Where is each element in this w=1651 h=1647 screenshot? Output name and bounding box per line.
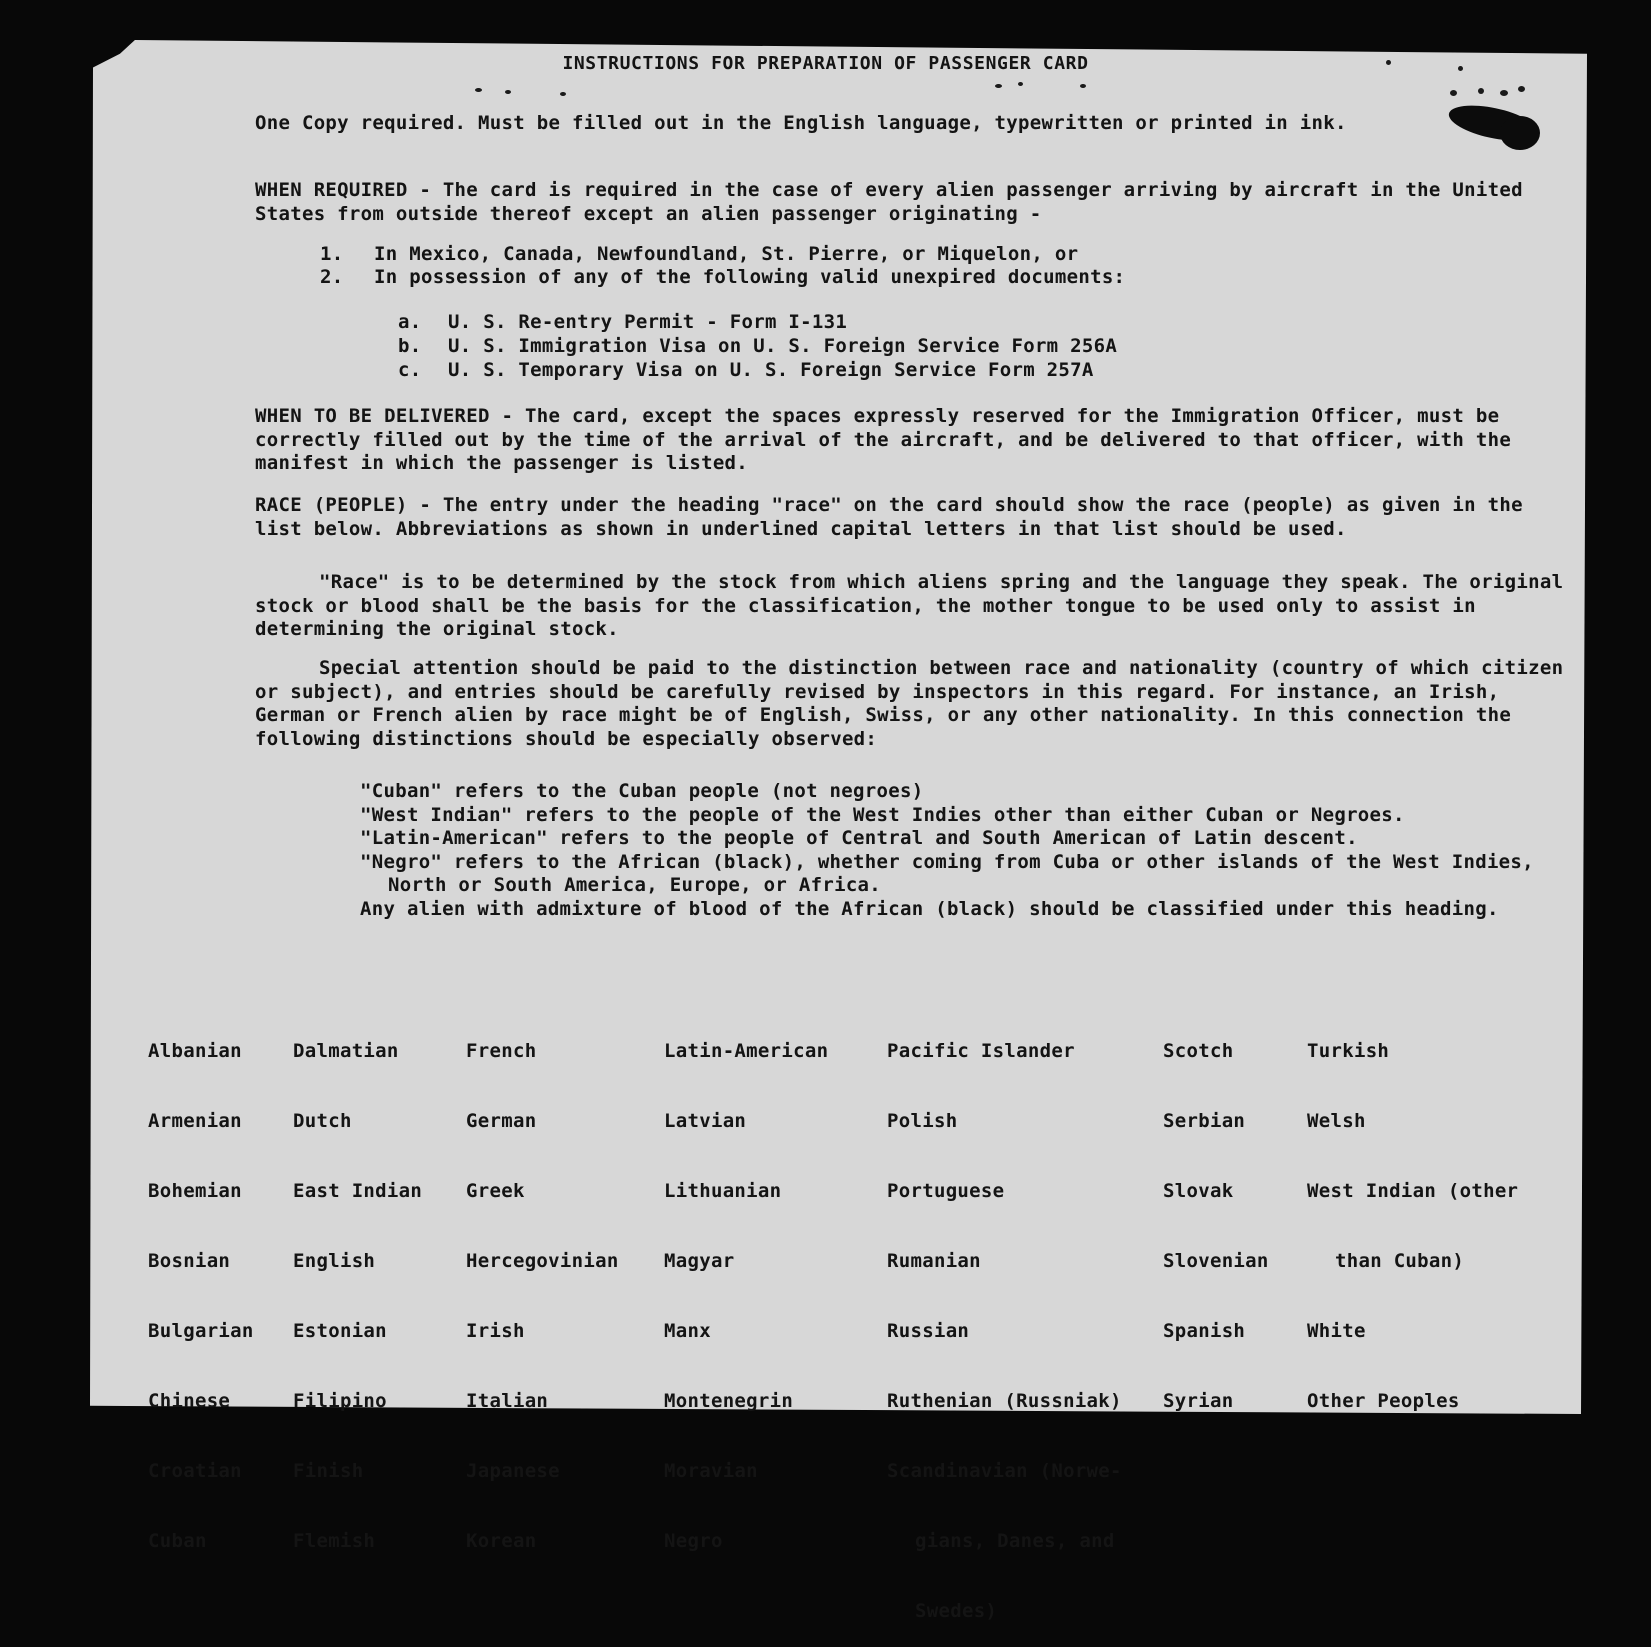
race-entry: Slovenian [1163, 1250, 1269, 1272]
race-column [1307, 993, 1518, 1437]
race-column [148, 993, 254, 1577]
distinction-item: Any alien with admixture of blood of the African (black) should be classified under this heading. [360, 897, 1499, 920]
distinctions-list [360, 780, 1540, 921]
race-entry: Armenian [148, 1110, 242, 1132]
race-entry: Pacific Islander [887, 1040, 1075, 1062]
race-entry: West Indian (other [1307, 1180, 1519, 1202]
race-entry: gians, Danes, and [915, 1530, 1115, 1552]
race-entry: Negro [664, 1530, 723, 1552]
race-entry: Welsh [1307, 1110, 1366, 1132]
race-entry: Flemish [293, 1530, 376, 1552]
race-entry: Spanish [1163, 1320, 1246, 1342]
race-entry: Korean [466, 1530, 537, 1552]
race-entry: East Indian [293, 1180, 423, 1202]
race-entry: Magyar [664, 1250, 735, 1272]
race-column [1163, 993, 1269, 1437]
race-entry: Japanese [466, 1460, 560, 1482]
distinction-item: "Latin-American" refers to the people of Central and South American of Latin descent. [360, 827, 1358, 849]
ink-speck [1478, 88, 1484, 94]
race-entry: Cuban [148, 1530, 207, 1552]
race-entry: Filipino [293, 1390, 387, 1412]
race-entry: Manx [664, 1320, 711, 1342]
list-item: 1. In Mexico, Canada, Newfoundland, St. Pierre, or Miquelon, or [320, 243, 1079, 265]
race-entry: Bulgarian [148, 1320, 254, 1342]
race-entry: Dutch [293, 1110, 352, 1132]
race-entry: Swedes) [915, 1600, 998, 1622]
ink-speck [1500, 90, 1508, 96]
race-entry: English [293, 1250, 376, 1272]
race-entry: Latvian [664, 1110, 747, 1132]
race-determined-paragraph: "Race" is to be determined by the stock from which aliens spring and the language they speak. The original stock or blood shall be the basis for the classification, the mother tongue to be used only to assist in determining the original stock. [255, 571, 1564, 640]
race-entry: Scandinavian (Norwe- [887, 1460, 1122, 1482]
special-attention-paragraph: Special attention should be paid to the distinction between race and nationality (country of which citizen or subject), and entries should be carefully revised by inspectors in this regard. For instance, an Irish, German or French alien by race might be of English, Swiss, or any other nationality. In this connection the following distinctions should be especially observed: [255, 657, 1564, 750]
race-entry: Syrian [1163, 1390, 1234, 1412]
ink-speck [560, 92, 566, 96]
race-entry: Ruthenian (Russniak) [887, 1390, 1122, 1412]
race-entry: Finish [293, 1460, 364, 1482]
ink-speck [1518, 86, 1525, 92]
race-column [887, 993, 1122, 1647]
race-entry: Polish [887, 1110, 958, 1132]
race-entry: Latin-American [664, 1040, 829, 1062]
race-entry: Rumanian [887, 1250, 981, 1272]
ink-speck [1018, 82, 1023, 86]
race-entry: Greek [466, 1180, 525, 1202]
race-entry: Portuguese [887, 1180, 1005, 1202]
sub-list-item: a. U. S. Re-entry Permit - Form I-131 [398, 311, 848, 333]
distinction-item: "Cuban" refers to the Cuban people (not negroes) [360, 780, 924, 802]
race-entry: German [466, 1110, 537, 1132]
race-column [466, 993, 619, 1577]
distinction-item: "Negro" refers to the African (black), whether coming from Cuba or other islands of the West Indies, North or South America, Europe, or Africa. [360, 850, 1534, 896]
ink-speck [475, 88, 482, 92]
race-entry: Dalmatian [293, 1040, 399, 1062]
intro-paragraph: One Copy required. Must be filled out in the English language, typewritten or printed in ink. [255, 112, 1347, 134]
race-entry: Italian [466, 1390, 549, 1412]
race-entry: Irish [466, 1320, 525, 1342]
list-item: 2. In possession of any of the following valid unexpired documents: [320, 266, 1126, 288]
race-column [293, 993, 422, 1577]
race-entry: Turkish [1307, 1040, 1390, 1062]
ink-speck [995, 84, 1002, 88]
race-entry: than Cuban) [1335, 1250, 1465, 1272]
race-entry: French [466, 1040, 537, 1062]
when-delivered-paragraph: WHEN TO BE DELIVERED - The card, except the spaces expressly reserved for the Immigration Officer, must be correctly filled out by the time of the arrival of the aircraft, and be delivered to that officer, with the manifest in which the passenger is listed. [255, 405, 1512, 474]
race-entry: Croatian [148, 1460, 242, 1482]
race-intro-paragraph: RACE (PEOPLE) - The entry under the heading "race" on the card should show the race (people) as given in the list below. Abbreviations as shown in underlined capital letters in that list should be used. [255, 494, 1523, 540]
race-entry: Bosnian [148, 1250, 231, 1272]
race-entry: Estonian [293, 1320, 387, 1342]
race-entry: Other Peoples [1307, 1390, 1460, 1412]
ink-speck [1080, 84, 1086, 88]
race-entry: Moravian [664, 1460, 758, 1482]
race-entry: Bohemian [148, 1180, 242, 1202]
ink-speck [505, 90, 511, 94]
race-entry: White [1307, 1320, 1366, 1342]
race-entry: Scotch [1163, 1040, 1234, 1062]
distinction-item: "West Indian" refers to the people of the West Indies other than either Cuban or Negroes. [360, 803, 1405, 826]
race-entry: Slovak [1163, 1180, 1234, 1202]
ink-speck [1450, 90, 1457, 96]
race-entry: Montenegrin [664, 1390, 794, 1412]
race-entry: Serbian [1163, 1110, 1246, 1132]
page-title: INSTRUCTIONS FOR PREPARATION OF PASSENGER CARD [562, 53, 1089, 74]
race-column [664, 993, 828, 1577]
sub-list-item: c. U. S. Temporary Visa on U. S. Foreign Service Form 257A [398, 359, 1094, 381]
race-entry: Chinese [148, 1390, 231, 1412]
race-entry: Albanian [148, 1040, 242, 1062]
race-entry: Hercegovinian [466, 1250, 619, 1272]
race-entry: Lithuanian [664, 1180, 782, 1202]
sub-list-item: b. U. S. Immigration Visa on U. S. Foreign Service Form 256A [398, 335, 1118, 357]
race-entry: Russian [887, 1320, 970, 1342]
when-required-paragraph: WHEN REQUIRED - The card is required in the case of every alien passenger arriving by aircraft in the United States from outside thereof except an alien passenger originating - [255, 179, 1523, 225]
